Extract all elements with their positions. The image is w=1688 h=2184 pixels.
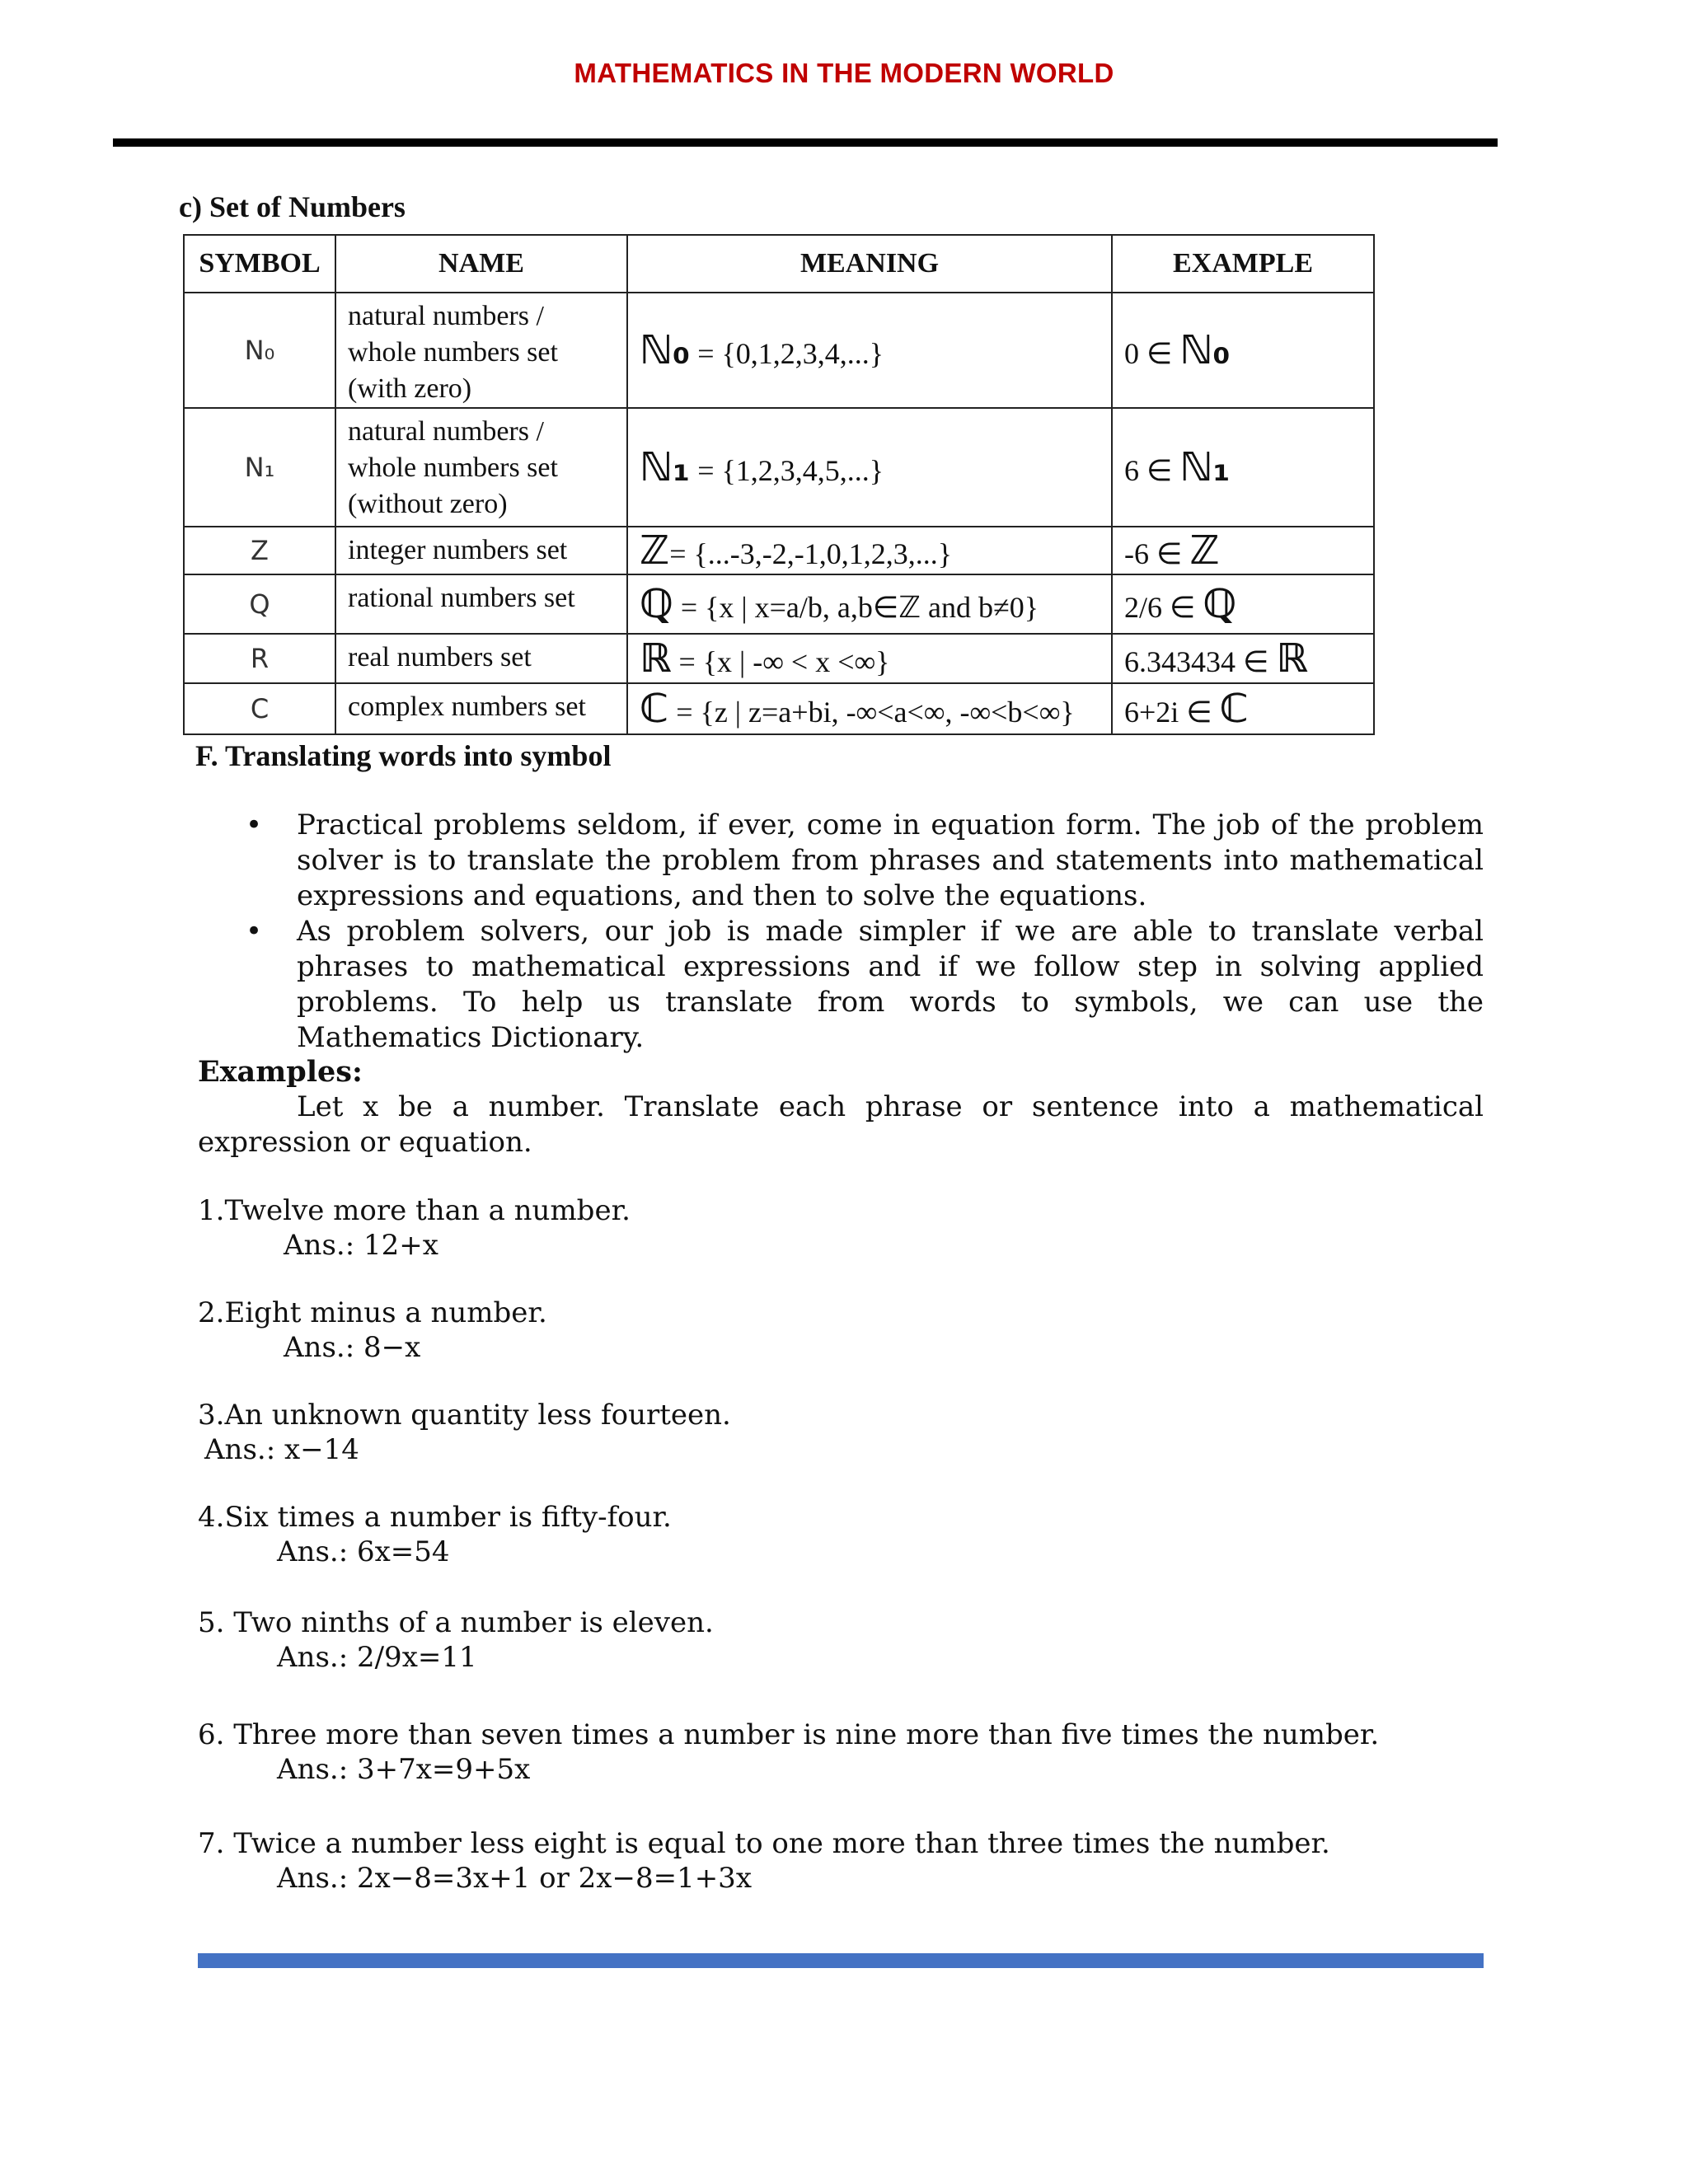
bullet-text: As problem solvers, our job is made simpler if we are able to translate verbal phrases to mathematical expressions and if we follow step in solving applied problems. To help us translate from words to symbols, we can use the Mathematics Dictionary. [297, 915, 1484, 1054]
table-header-row [184, 235, 1374, 293]
example-answer: Ans.: x−14 [204, 1433, 359, 1466]
example-cell [1112, 634, 1374, 683]
example-answer: Ans.: 3+7x=9+5x [277, 1753, 531, 1786]
example-text: 6 ∈ [1124, 454, 1180, 487]
name-cell: rational numbers set [335, 574, 627, 634]
example-question: 1.Twelve more than a number. [198, 1194, 631, 1227]
set-symbol: ℕ₀ [640, 327, 691, 373]
bullet-icon: • [246, 915, 263, 948]
example-item [198, 1296, 547, 1365]
name-cell: natural numbers / whole numbers set (with zero) [335, 293, 627, 408]
table-row [184, 574, 1374, 634]
list-item [239, 914, 1484, 1056]
table-header-cell: EXAMPLE [1112, 235, 1374, 293]
examples-intro: Let x be a number. Translate each phrase or sentence into a mathematical expression or equation. [198, 1090, 1484, 1159]
example-question: 4.Six times a number is fifty-four. [198, 1501, 672, 1534]
table-header-cell: MEANING [627, 235, 1112, 293]
footer-bar [198, 1953, 1484, 1968]
example-cell [1112, 527, 1374, 574]
symbol-cell: Q [184, 574, 335, 634]
set-symbol: ℂ [1219, 686, 1249, 732]
table-row [184, 527, 1374, 574]
meaning-cell [627, 634, 1112, 683]
examples-heading: Examples: [198, 1055, 363, 1089]
section-c-title: c) Set of Numbers [179, 190, 406, 223]
set-symbol: ℤ [640, 527, 670, 574]
name-cell: integer numbers set [335, 527, 627, 574]
example-text: -6 ∈ [1124, 537, 1190, 570]
example-answer: Ans.: 2x−8=3x+1 or 2x−8=1+3x [277, 1862, 752, 1895]
set-symbol: ℕ₀ [1179, 327, 1231, 373]
example-question: 7. Twice a number less eight is equal to one more than three times the number. [198, 1827, 1330, 1860]
name-cell: natural numbers / whole numbers set (without zero) [335, 408, 627, 527]
name-cell: real numbers set [335, 634, 627, 683]
set-symbol: ℚ [640, 581, 673, 627]
table-header-cell: SYMBOL [184, 235, 335, 293]
meaning-text: = {...-3,-2,-1,0,1,2,3,...} [669, 537, 953, 570]
table-header-cell: NAME [335, 235, 627, 293]
set-symbol: ℝ [1276, 635, 1308, 682]
set-symbol: ℕ₁ [1179, 444, 1231, 490]
table-row [184, 683, 1374, 734]
example-answer: Ans.: 6x=54 [277, 1535, 450, 1568]
example-text: 6.343434 ∈ [1124, 645, 1277, 678]
set-symbol: ℂ [640, 686, 669, 732]
page-header-title: MATHEMATICS IN THE MODERN WORLD [574, 58, 1114, 88]
example-cell [1112, 408, 1374, 527]
set-symbol: ℝ [640, 635, 672, 682]
name-cell: complex numbers set [335, 683, 627, 734]
example-cell [1112, 683, 1374, 734]
example-item [198, 1826, 1330, 1896]
example-answer: Ans.: 12+x [284, 1229, 438, 1262]
example-question: 2.Eight minus a number. [198, 1296, 547, 1329]
meaning-cell [627, 527, 1112, 574]
example-text: 0 ∈ [1124, 337, 1180, 370]
meaning-text: = {0,1,2,3,4,...} [690, 337, 884, 370]
example-item [198, 1500, 672, 1569]
bullet-text: Practical problems seldom, if ever, come in equation form. The job of the problem solver is to translate the problem from phrases and statements into mathematical expressions and equations, and then to solve the equations. [297, 808, 1484, 912]
meaning-text: = {x | -∞ < x <∞} [671, 645, 890, 678]
example-item [198, 1398, 731, 1467]
set-symbol: ℤ [1189, 527, 1220, 574]
list-item [239, 808, 1484, 914]
example-question: 3.An unknown quantity less fourteen. [198, 1399, 731, 1432]
example-answer: Ans.: 8−x [284, 1331, 421, 1364]
symbol-cell: N₁ [184, 408, 335, 527]
table-row [184, 634, 1374, 683]
example-text: 2/6 ∈ [1124, 591, 1203, 624]
meaning-text: = {z | z=a+bi, -∞<a<∞, -∞<b<∞} [668, 696, 1075, 729]
symbol-cell: C [184, 683, 335, 734]
table-row [184, 408, 1374, 527]
set-symbol: ℚ [1203, 581, 1237, 627]
example-item [198, 1605, 714, 1675]
bullet-icon: • [246, 808, 263, 841]
example-question: 6. Three more than seven times a number is nine more than five times the number. [198, 1718, 1380, 1751]
example-item [198, 1718, 1379, 1787]
meaning-cell [627, 293, 1112, 408]
symbol-cell: Z [184, 527, 335, 574]
symbol-cell: R [184, 634, 335, 683]
meaning-text: = {x | x=a/b, a,b∈ℤ and b≠0} [673, 591, 1039, 624]
example-cell [1112, 293, 1374, 408]
symbol-cell: N₀ [184, 293, 335, 408]
section-f-title: F. Translating words into symbol [195, 739, 612, 772]
bullet-list [239, 808, 1484, 1056]
header-rule [113, 138, 1498, 147]
example-text: 6+2i ∈ [1124, 696, 1220, 729]
example-cell [1112, 574, 1374, 634]
set-symbol: ℕ₁ [640, 444, 691, 490]
example-question: 5. Two ninths of a number is eleven. [198, 1606, 714, 1639]
example-answer: Ans.: 2/9x=11 [277, 1641, 477, 1674]
table-row [184, 293, 1374, 408]
meaning-cell [627, 683, 1112, 734]
meaning-cell [627, 408, 1112, 527]
example-item [198, 1193, 631, 1263]
number-sets-table [183, 234, 1375, 735]
meaning-cell [627, 574, 1112, 634]
meaning-text: = {1,2,3,4,5,...} [690, 454, 884, 487]
